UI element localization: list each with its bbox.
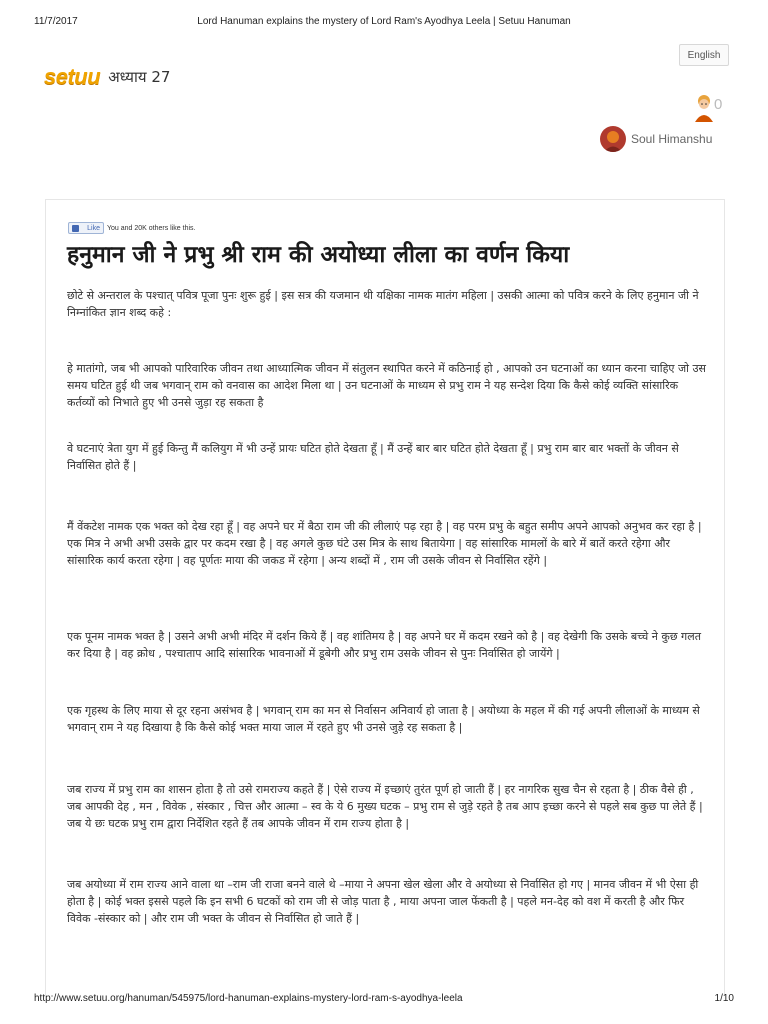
thumbs-up-icon bbox=[72, 225, 79, 232]
user-profile[interactable] bbox=[600, 126, 712, 152]
print-date: 11/7/2017 bbox=[34, 16, 78, 27]
article-paragraph: जब राज्य में प्रभु राम का शासन होता है तो उसे रामराज्य कहते हैं | ऐसे राज्य में इच्छाएं तुरंत पूर्ण हो जाती हैं | हर नागरिक सुख चैन से रहता है | ठीक वैसे ही , जब आपकी देह , मन , विवेक , संस्कार , चित्त और आत्मा – स्व के ये 6 मुख्य घटक – प्रभु राम से जुड़े रहते है तब आप इच्छा करने से पहले सब कुछ पा लेते हैं | जब ये छः घटक प्रभु राम द्वारा निर्देशित रहते हैं तब आपके जीवन में राम राज्य होता है | bbox=[67, 783, 703, 830]
article-paragraph: वे घटनाएं त्रेता युग में हुई किन्तु मैं कलियुग में भी उन्हें प्रायः घटित होते देखता हूँ | मैं उन्हें बार बार घटित होते देखता हूँ | प्रभु राम बार बार भक्तों के जीवन से निर्वासित होते हैं | bbox=[67, 442, 679, 472]
article-title: हनुमान जी ने प्रभु श्री राम की अयोध्या लीला का वर्णन किया bbox=[67, 242, 570, 268]
article-paragraph: छोटे से अन्तराल के पश्चात् पवित्र पूजा पुनः शुरू हुई | इस सत्र की यजमान थी यक्षिका नामक मातंग महिला | उसकी आत्मा को पवित्र करने के लिए हनुमान जी ने निम्नांकित ज्ञान शब्द कहे : bbox=[67, 289, 699, 319]
article-paragraph: जब अयोध्या में राम राज्य आने वाला था –राम जी राजा बनने वाले थे –माया ने अपना खेल खेला और वे अयोध्या से निर्वासित हो गए | मानव जीवन में भी ऐसा ही होता है | कोई भक्त इससे पहले कि इन सभी 6 घटकों को राम जी से जोड़ पाता है , माया अपना जाल फेंकती है | पहले मन-देह को वश में करती है और फिर विवेक -संस्कार को | और राम जी भक्त के जीवन से निर्वासित हो जाते हैं | bbox=[67, 878, 699, 925]
site-logo[interactable] bbox=[44, 64, 170, 90]
notification-count: 0 bbox=[714, 96, 723, 113]
article-paragraph: मैं वेंकटेश नामक एक भक्त को देख रहा हूँ | वह अपने घर में बैठा राम जी की लीलाएं पढ़ रहा है | वह परम प्रभु के बहुत समीप अपने आपको अनुभव कर रहा है | एक मित्र ने अभी अभी उसके द्वार पर कदम रखा है | वह अगले कुछ घंटे उस मित्र के साथ बितायेगा | वह सांसारिक मामलों के बारे में बातें करते रहेगा और सांसारिक कार्य करता रहेगा | वह पूर्णतः माया की जकड में रहेगा | अन्य शब्दों में , राम जी उसके जीवन से निर्वासित रहेंगे | bbox=[67, 520, 702, 567]
user-avatar[interactable] bbox=[600, 126, 626, 152]
chapter-label: अध्याय 27 bbox=[108, 68, 171, 86]
print-page-number: 1/10 bbox=[714, 993, 734, 1004]
article-paragraph: हे मातांगो, जब भी आपको पारिवारिक जीवन तथा आध्यात्मिक जीवन में संतुलन स्थापित करने में कठिनाई हो , आपको उन घटनाओं का ध्यान करना चाहिए जो उस समय घटित हुई थी जब भगवान् राम को वनवास का आदेश मिला था | उन घटनाओं के माध्यम से प्रभु राम ने यह सन्देश दिया कि कैसे कोई व्यक्ति सांसारिक कर्तव्यों को निभाते हुए भी उनसे जुड़ा रह सकता है bbox=[67, 362, 706, 409]
print-url: http://www.setuu.org/hanuman/545975/lord-hanuman-explains-mystery-lord-ram-s-ayodhya-leela bbox=[34, 993, 463, 1004]
like-button-label: Like bbox=[87, 224, 100, 232]
setuu-logo-text[interactable]: setuu bbox=[44, 64, 101, 89]
article-card bbox=[45, 199, 725, 995]
like-count-text: You and 20K others like this. bbox=[107, 224, 196, 232]
deity-avatar-icon[interactable] bbox=[692, 94, 716, 122]
user-name[interactable]: Soul Himanshu bbox=[631, 132, 713, 146]
like-button[interactable] bbox=[68, 222, 104, 234]
article-paragraph: एक पूनम नामक भक्त है | उसने अभी अभी मंदिर में दर्शन किये हैं | वह शांतिमय है | वह अपने घर में कदम रखने को है | वह देखेगी कि उसके बच्चे ने कुछ गलत कर दिया है | वह क्रोध , पश्चाताप आदि सांसारिक भावनाओं में डूबेगी और प्रभु राम उसके जीवन से पुनः निर्वासित हो जायेंगे | bbox=[67, 630, 701, 660]
facebook-like-widget bbox=[68, 222, 195, 234]
print-doc-title: Lord Hanuman explains the mystery of Lord Ram's Ayodhya Leela | Setuu Hanuman bbox=[197, 16, 571, 27]
article-paragraph: एक गृहस्थ के लिए माया से दूर रहना असंभव है | भगवान् राम का मन से निर्वासन अनिवार्य हो जाता है | अयोध्या के महल में की गई अपनी लीलाओं के माध्यम से भगवान् राम ने यह दिखाया है कि कैसे कोई भक्त माया जाल में रहते हुए भी उनसे जुड़े रह सकता है | bbox=[67, 704, 700, 734]
language-button[interactable]: English bbox=[679, 44, 729, 66]
